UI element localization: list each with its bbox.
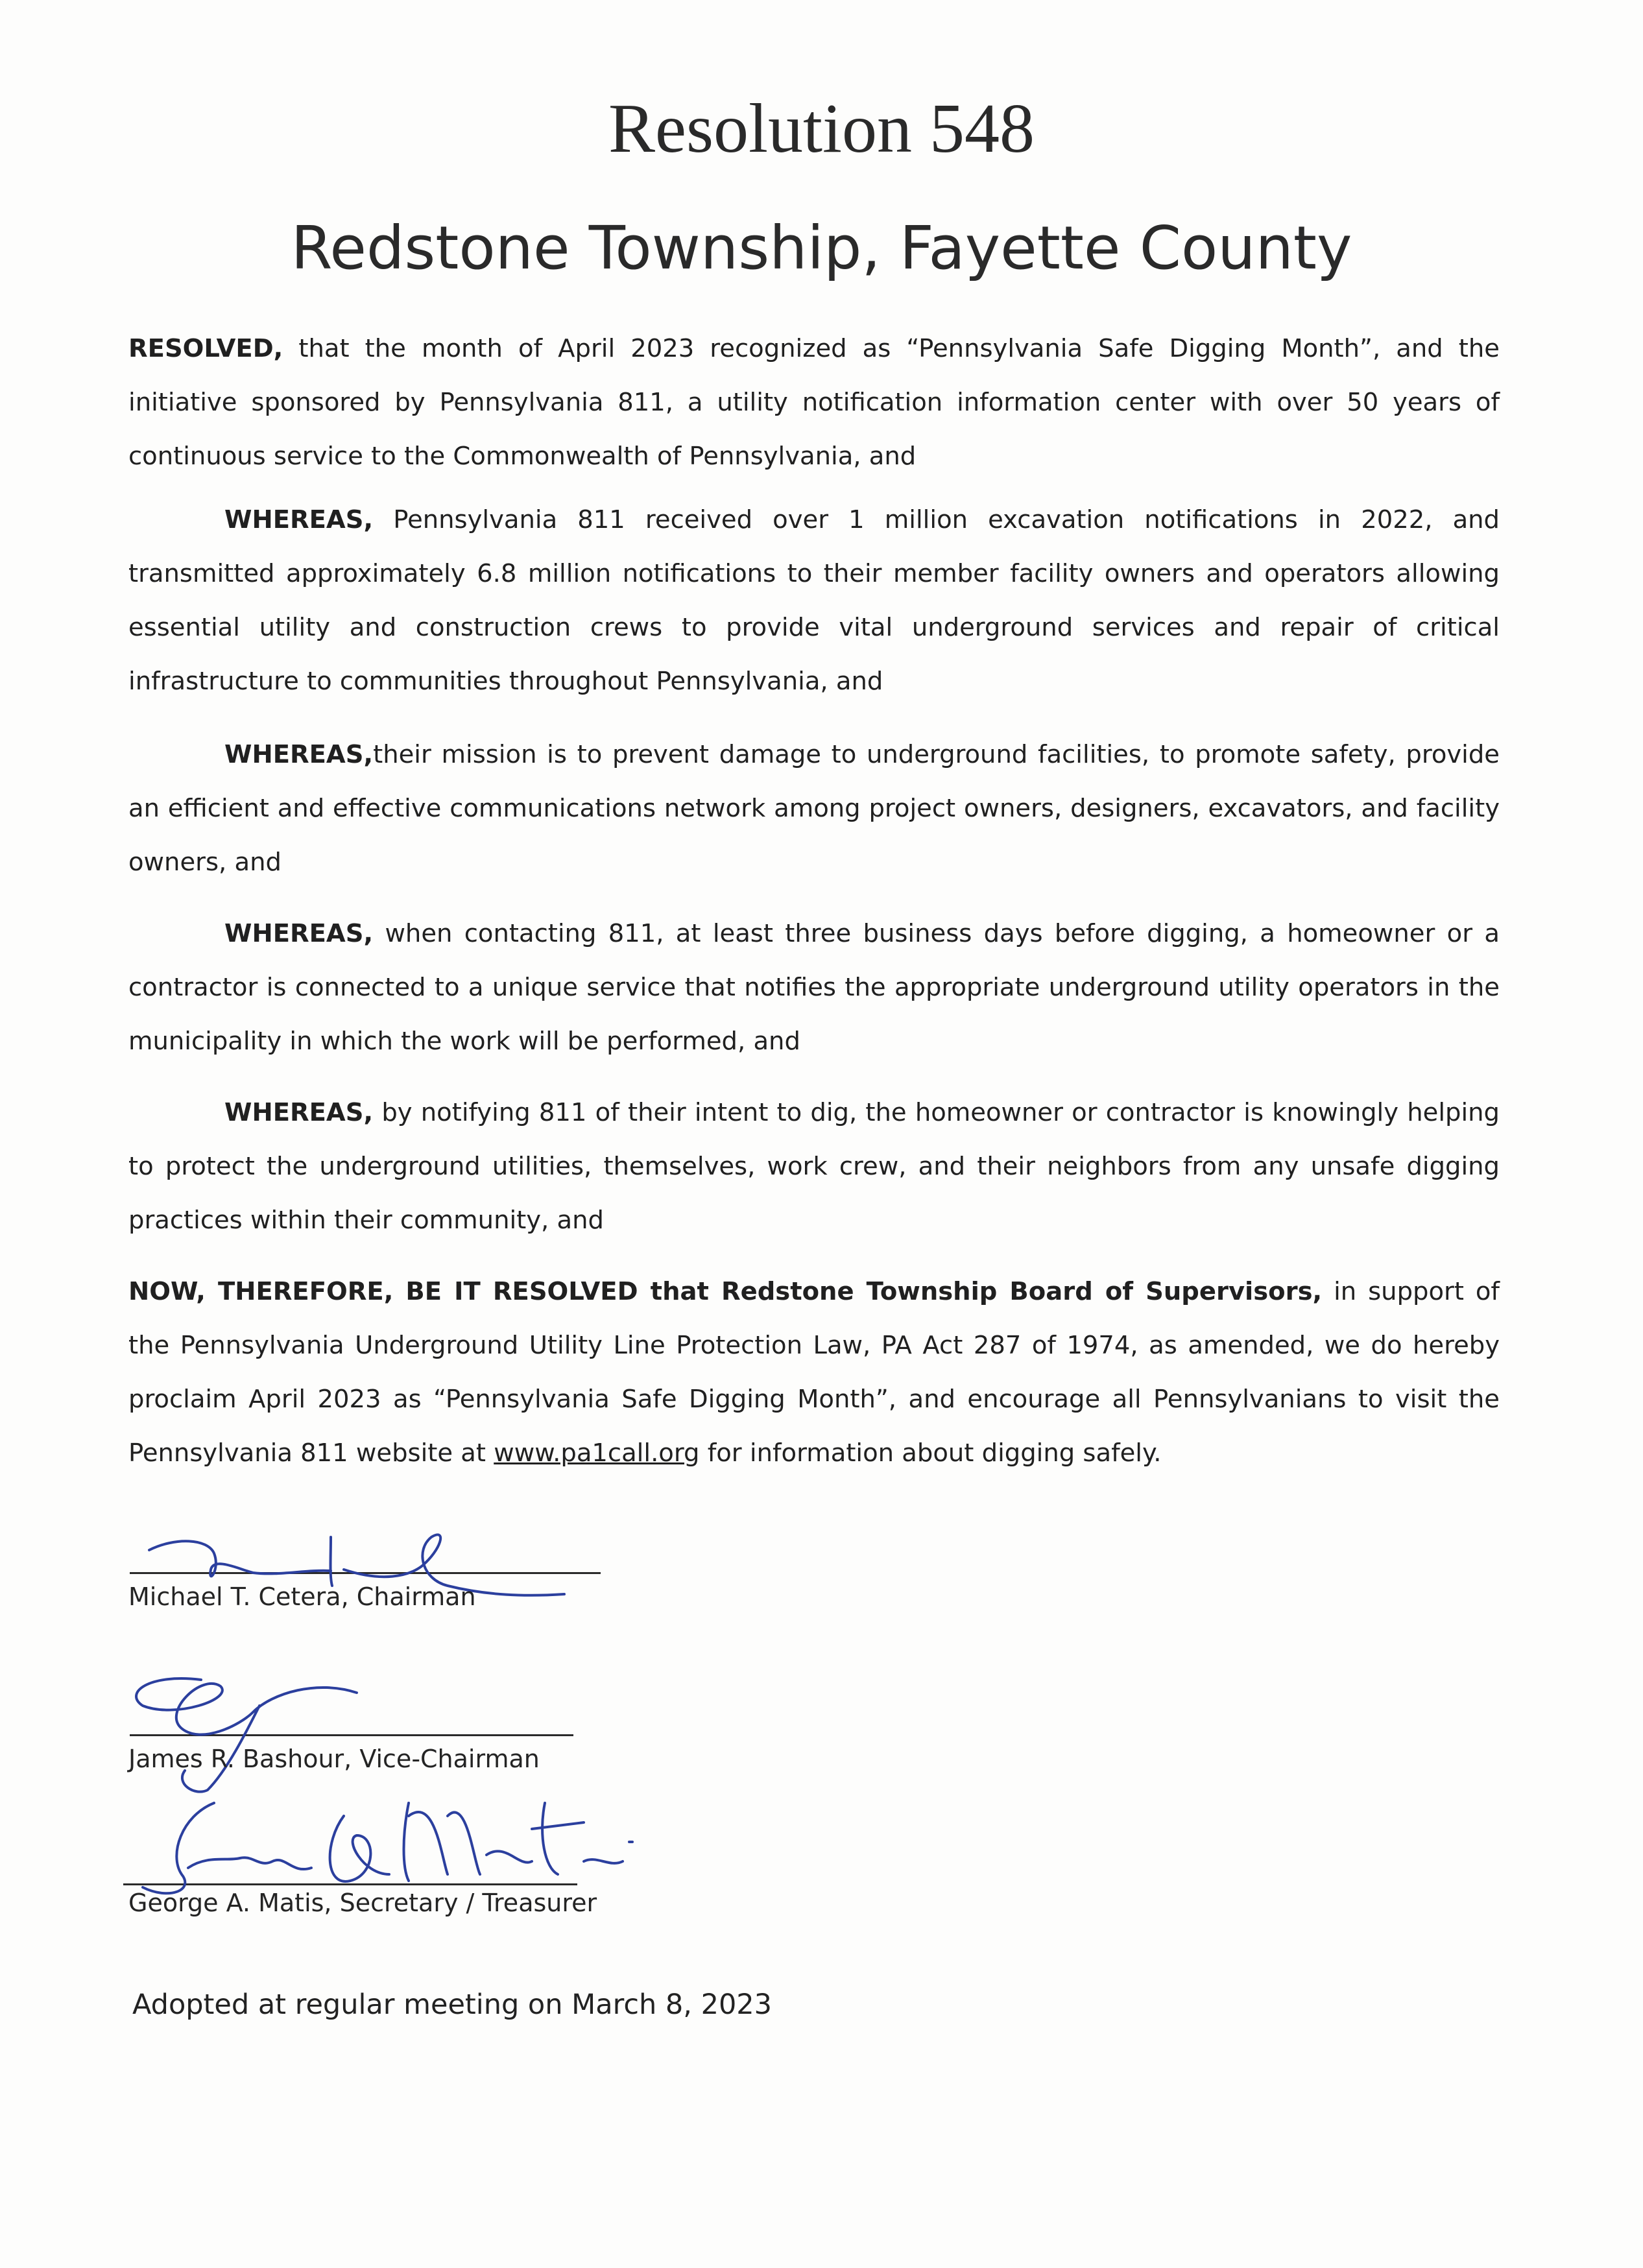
paragraph-whereas-1 [128,493,1500,708]
paragraph-whereas-2 [128,728,1500,889]
paragraph-whereas-3 [128,907,1500,1068]
signatory-chairman: Michael T. Cetera, Chairman [128,1582,476,1611]
paragraph-now-therefore [128,1265,1500,1480]
signatory-secretary: George A. Matis, Secretary / Treasurer [128,1889,597,1917]
paragraph-text: by notifying 811 of their intent to dig, the homeowner or contractor is knowingly helping to protect the underground utilities, themselves, work crew, and their neighbors from any unsafe digging practices within their community, and [128,1098,1500,1235]
paragraph-text: their mission is to prevent damage to underground facilities, to promote safety, provide an efficient and effective communications network among project owners, designers, excavators, and facility owners, and [128,740,1500,877]
website-link[interactable]: www.pa1call.org [494,1438,700,1468]
paragraph-lead: NOW, THEREFORE, BE IT RESOLVED that Redstone Township Board of Supervisors, [128,1277,1323,1306]
document-title: Resolution 548 [608,90,1035,167]
paragraph-tail: for information about digging safely. [699,1438,1162,1468]
document-subtitle: Redstone Township, Fayette County [291,213,1352,283]
paragraph-lead: RESOLVED, [128,334,283,363]
paragraph-lead: WHEREAS, [224,1098,374,1127]
paragraph-lead: WHEREAS, [224,740,374,769]
paragraph-text: that the month of April 2023 recognized as “Pennsylvania Safe Digging Month”, and the initiative sponsored by Pennsylvania 811, a utility notification information center with over 50 years of continuous service to the Commonwealth of Pennsylvania, and [128,334,1500,471]
paragraph-text: in support of the Pennsylvania Underground Utility Line Protection Law, PA Act 287 of 1974, as amended, we do hereby proclaim April 2023 as “Pennsylvania Safe Digging Month”, and encourage all Pennsylvanians to visit the Pennsylvania 811 website at [128,1277,1500,1468]
adoption-note: Adopted at regular meeting on March 8, 2023 [132,1988,773,2021]
paragraph-whereas-4 [128,1086,1500,1247]
paragraph-lead: WHEREAS, [224,919,374,948]
paragraph-text: when contacting 811, at least three business days before digging, a homeowner or a contractor is connected to a unique service that notifies the appropriate underground utility operators in the municipality in which the work will be performed, and [128,919,1500,1056]
paragraph-text: Pennsylvania 811 received over 1 million excavation notifications in 2022, and transmitted approximately 6.8 million notifications to their member facility owners and operators allowing essential utility and construction crews to provide vital underground services and repair of critical infrastructure to communities throughout Pennsylvania, and [128,505,1500,696]
signatory-vice-chairman: James R. Bashour, Vice-Chairman [128,1745,540,1773]
paragraph-resolved [128,322,1500,483]
paragraph-lead: WHEREAS, [224,505,374,534]
